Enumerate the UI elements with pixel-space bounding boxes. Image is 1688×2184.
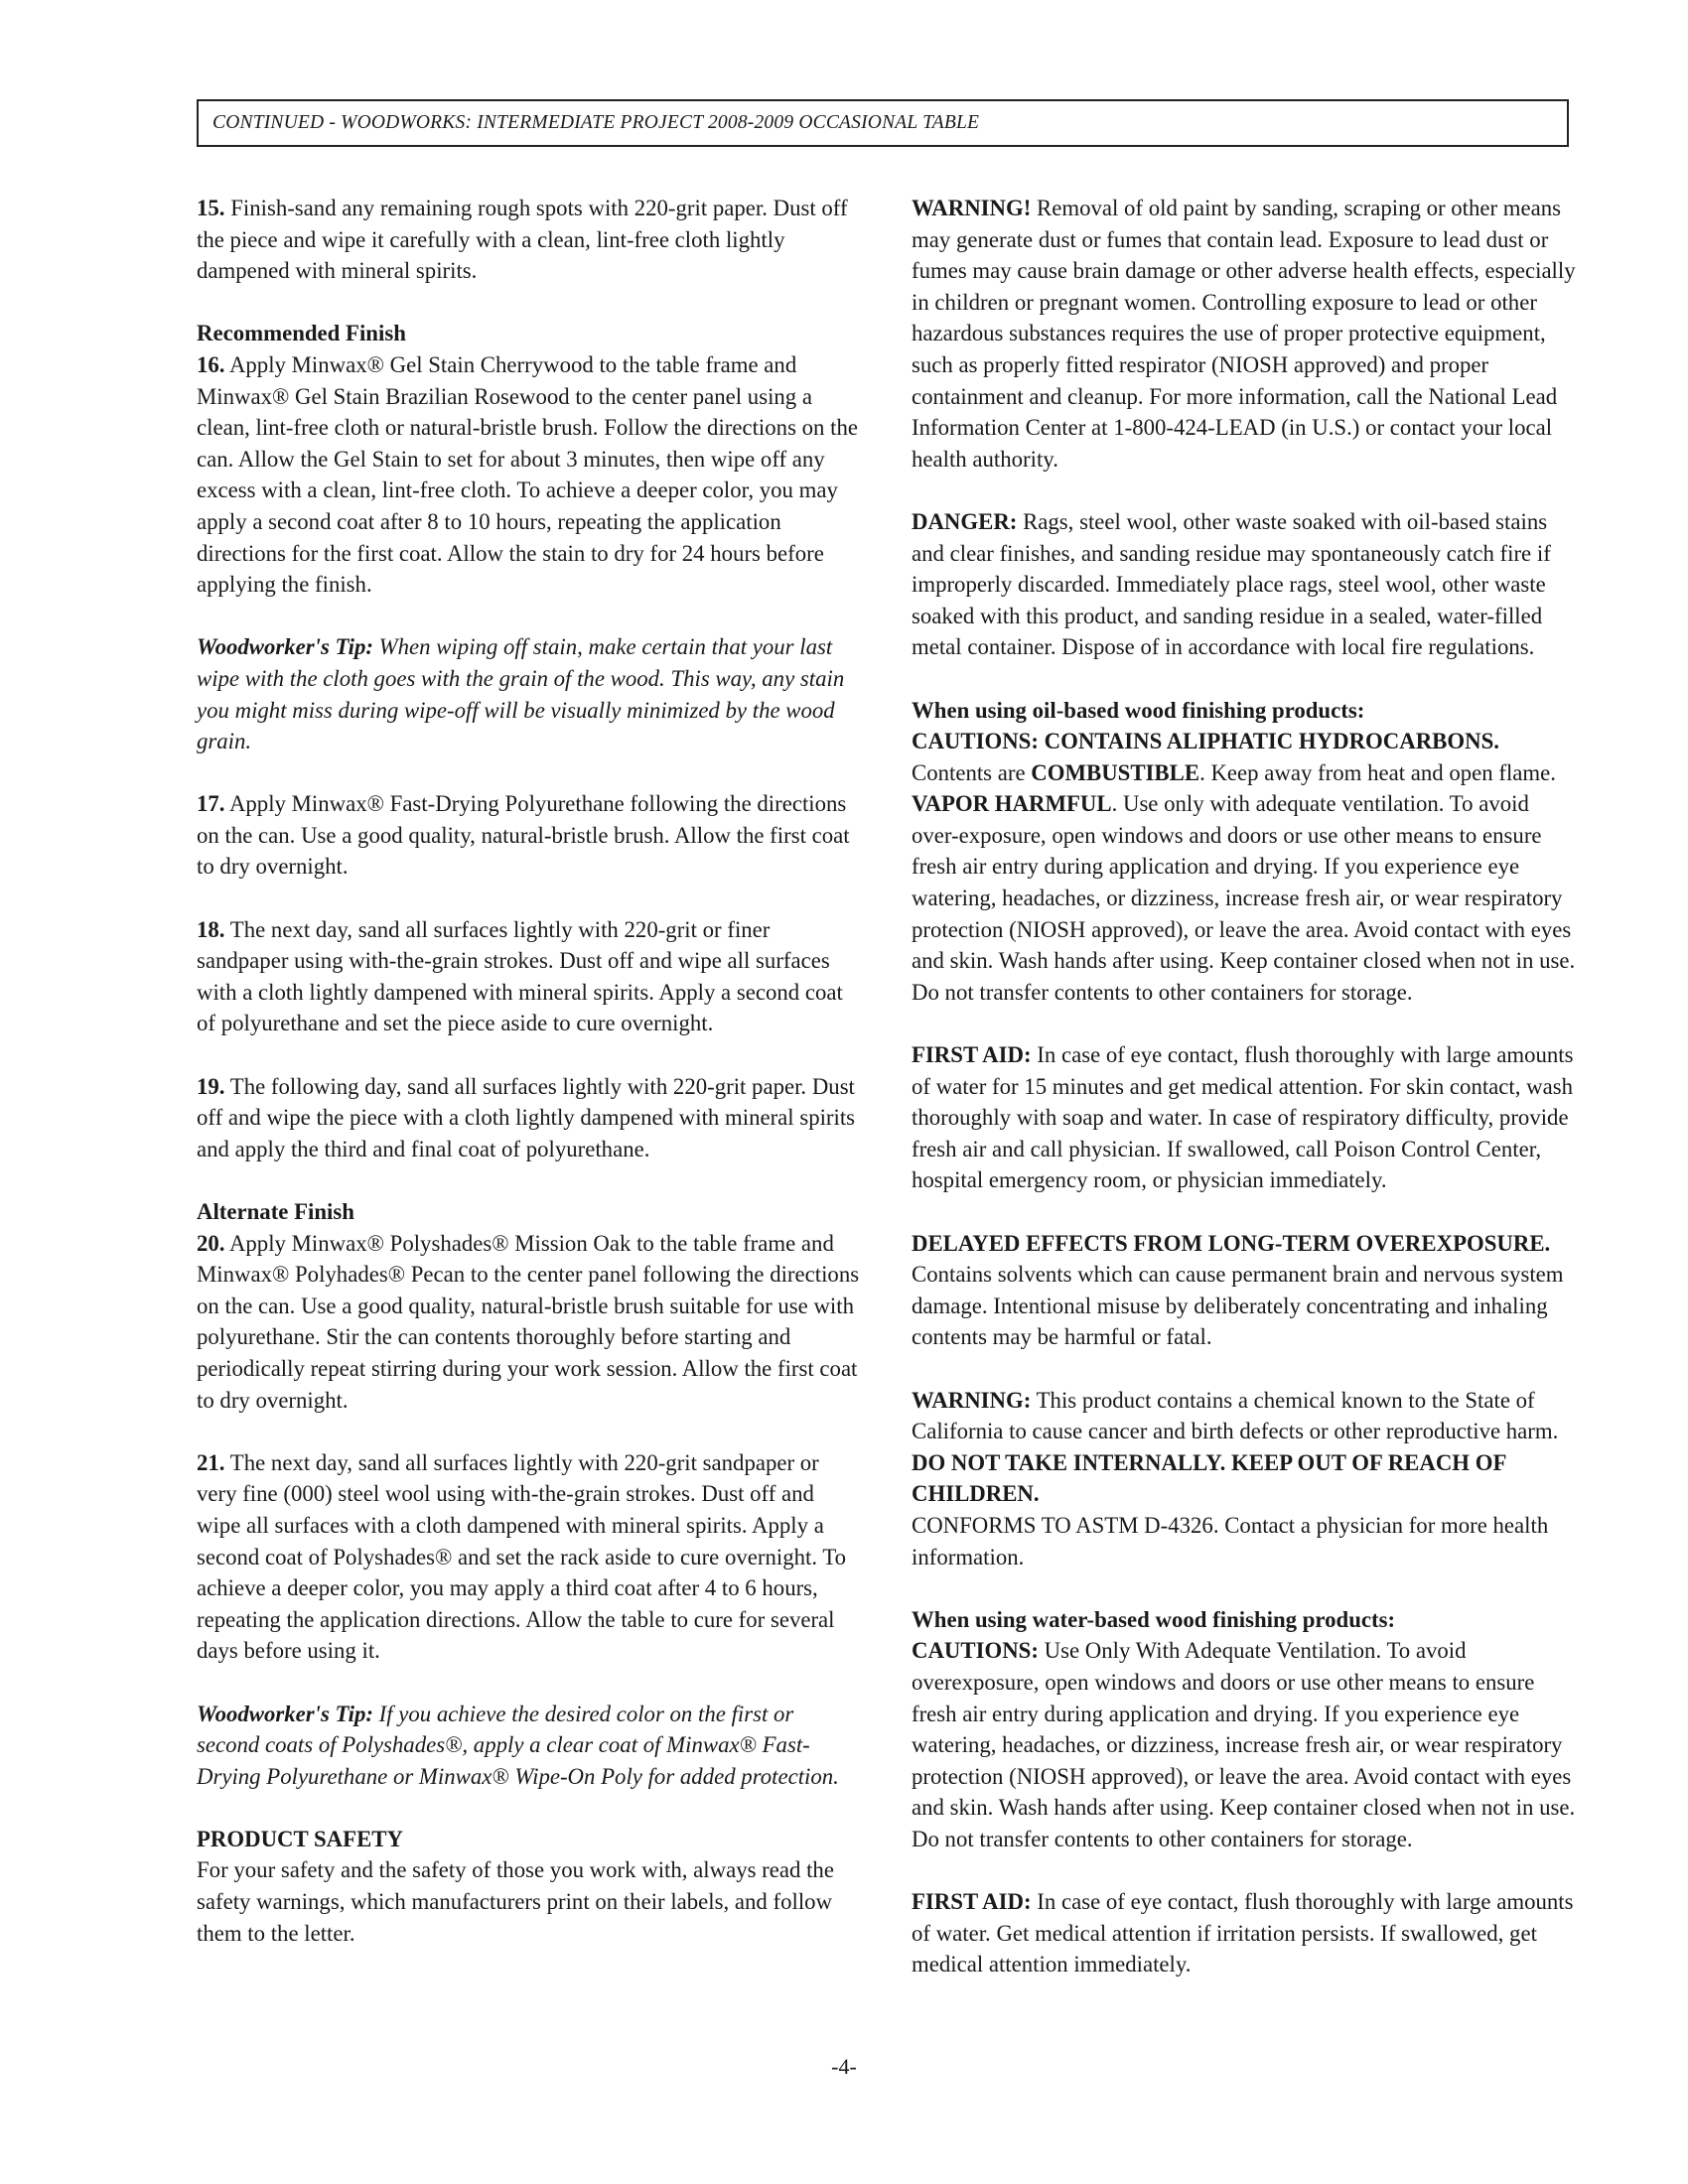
step-number: 16. xyxy=(197,351,225,377)
first-aid-text: In case of eye contact, flush thoroughly with large amounts of water for 15 minutes and get medical attention. For skin contact, wash thoroughly with soap and water. In case of respiratory difficulty, provide fresh air and call physician. If swallowed, call Poison Control Center, hospital emergency room, or physician immediately. xyxy=(912,1042,1574,1193)
california-warning xyxy=(912,1385,1577,1573)
section-text: For your safety and the safety of those you work with, always read the safety warnings, which manufacturers print on their labels, and follow them to the letter. xyxy=(197,1857,834,1946)
page-number: -4- xyxy=(831,2054,857,2079)
danger-notice xyxy=(912,506,1577,663)
section-heading: Recommended Finish xyxy=(197,321,406,346)
first-aid-oil xyxy=(912,1039,1577,1196)
warning-label: WARNING! xyxy=(912,196,1032,220)
woodworkers-tip-2 xyxy=(197,1699,862,1793)
woodworkers-tip-1 xyxy=(197,631,862,756)
tip-text: When wiping off stain, make certain that your last wipe with the cloth goes with the grain of the wood. This way, any stain you might miss during wipe-off will be visually minimized by the wood grain. xyxy=(197,634,845,754)
conforms-text: CONFORMS TO ASTM D-4326. Contact a physician for more health information. xyxy=(912,1512,1549,1570)
first-aid-label: FIRST AID: xyxy=(912,1889,1032,1915)
step-text: The next day, sand all surfaces lightly with 220-grit or finer sandpaper using with-the-grain strokes. Dust off and wipe all surfaces with a cloth lightly dampened with mineral spirits. Apply a second coat of polyurethane and set the piece aside to cure overnight. xyxy=(197,916,843,1036)
step-15 xyxy=(197,193,862,287)
step-18 xyxy=(197,914,862,1039)
right-column xyxy=(912,193,1577,2011)
step-text: The following day, sand all surfaces lightly with 220-grit paper. Dust off and wipe the piece with a cloth lightly dampened with mineral spirits and apply the third and final coat of polyurethane. xyxy=(197,1073,856,1161)
warning-label: WARNING: xyxy=(912,1387,1032,1413)
section-text: Contains solvents which can cause permanent brain and nervous system damage. Intentional misuse by deliberately concentrating and inhaling contents may be harmful or fatal. xyxy=(912,1262,1564,1350)
first-aid-water xyxy=(912,1886,1577,1980)
tip-text: If you achieve the desired color on the first or second coats of Polyshades®, apply a clear coat of Minwax® Fast-Drying Polyurethane or Minwax® Wipe-On Poly for added protection. xyxy=(197,1701,839,1789)
running-header xyxy=(197,99,1569,147)
left-column xyxy=(197,193,862,1980)
tip-label: Woodworker's Tip: xyxy=(197,1701,373,1726)
section-heading: DELAYED EFFECTS FROM LONG-TERM OVEREXPOSURE. xyxy=(912,1230,1551,1256)
keep-out-of-reach: DO NOT TAKE INTERNALLY. KEEP OUT OF REACH OF CHILDREN. xyxy=(912,1449,1506,1507)
recommended-finish-section xyxy=(197,318,862,600)
warning-text: This product contains a chemical known to the State of California to cause cancer and birth defects or other reproductive harm. xyxy=(912,1387,1559,1444)
step-number: 17. xyxy=(197,791,225,817)
section-heading: PRODUCT SAFETY xyxy=(197,1826,403,1851)
header-title: CONTINUED - WOODWORKS: INTERMEDIATE PROJECT 2008-2009 OCCASIONAL TABLE xyxy=(212,112,980,133)
delayed-effects-section xyxy=(912,1228,1577,1353)
first-aid-text: In case of eye contact, flush thoroughly with large amounts of water. Get medical attention if irritation persists. If swallowed, get medical attention immediately. xyxy=(912,1889,1574,1978)
lead-warning xyxy=(912,193,1577,475)
water-based-section xyxy=(912,1604,1577,1855)
step-number: 21. xyxy=(197,1449,225,1475)
section-heading: When using water-based wood finishing products: xyxy=(912,1606,1396,1632)
text-run: . Keep away from heat and open flame. xyxy=(1199,759,1556,785)
first-aid-label: FIRST AID: xyxy=(912,1042,1032,1068)
step-text: Apply Minwax® Fast-Drying Polyurethane following the directions on the can. Use a good quality, natural-bristle brush. Allow the first coat to dry overnight. xyxy=(197,791,850,880)
section-heading: When using oil-based wood finishing products: xyxy=(912,697,1365,723)
vapor-harmful-label: VAPOR HARMFUL xyxy=(912,791,1112,817)
danger-label: DANGER: xyxy=(912,508,1018,534)
alternate-finish-section xyxy=(197,1196,862,1416)
step-21 xyxy=(197,1447,862,1667)
step-text: The next day, sand all surfaces lightly with 220-grit sandpaper or very fine (000) steel wool using with-the-grain strokes. Dust off and wipe all surfaces with a cloth dampened with mineral spirits. Apply a second coat of Polyshades® and set the rack aside to cure overnight. To achieve a deeper color, you may apply a third coat after 4 to 6 hours, repeating the application directions. Allow the table to cure for several days before using it. xyxy=(197,1449,847,1664)
step-number: 19. xyxy=(197,1073,225,1099)
step-19 xyxy=(197,1071,862,1165)
warning-text: Removal of old paint by sanding, scraping or other means may generate dust or fumes that contain lead. Exposure to lead dust or fumes may cause brain damage or other adverse health effects, especially in children or pregnant women. Controlling exposure to lead or other hazardous substances requires the use of proper protective equipment, such as properly fitted respirator (NIOSH approved) and proper containment and cleanup. For more information, call the National Lead Information Center at 1-800-424-LEAD (in U.S.) or contact your local health authority. xyxy=(912,196,1576,472)
step-number: 18. xyxy=(197,916,225,942)
step-number: 15. xyxy=(197,196,225,220)
step-text: Finish-sand any remaining rough spots with 220-grit paper. Dust off the piece and wipe it carefully with a clean, lint-free cloth lightly dampened with mineral spirits. xyxy=(197,196,848,284)
oil-based-section xyxy=(912,695,1577,1009)
step-text: Apply Minwax® Gel Stain Cherrywood to the table frame and Minwax® Gel Stain Brazilian Rosewood to the center panel using a clean, lint-free cloth or natural-bristle brush. Follow the directions on the can. Allow the Gel Stain to set for about 3 minutes, then wipe off any excess with a clean, lint-free cloth. To achieve a deeper color, you may apply a second coat after 8 to 10 hours, repeating the application directions for the first coat. Allow the stain to dry for 24 hours before applying the finish. xyxy=(197,351,858,598)
step-number: 20. xyxy=(197,1230,225,1256)
text-run: Contents are xyxy=(912,759,1032,785)
tip-label: Woodworker's Tip: xyxy=(197,634,373,660)
step-text: Apply Minwax® Polyshades® Mission Oak to the table frame and Minwax® Polyhades® Pecan to the center panel following the directions on the can. Use a good quality, natural-bristle brush suitable for use with polyurethane. Stir the can contents thoroughly before starting and periodically repeat stirring during your work session. Allow the first coat to dry overnight. xyxy=(197,1230,860,1413)
section-heading: Alternate Finish xyxy=(197,1199,354,1224)
product-safety-section xyxy=(197,1824,862,1949)
cautions-label: CAUTIONS: xyxy=(912,1638,1039,1664)
combustible-label: COMBUSTIBLE xyxy=(1031,759,1200,785)
danger-text: Rags, steel wool, other waste soaked with oil-based stains and clear finishes, and sanding residue may spontaneously catch fire if improperly discarded. Immediately place rags, steel wool, other waste soaked with this product, and sanding residue in a sealed, water-filled metal container. Dispose of in accordance with local fire regulations. xyxy=(912,508,1551,660)
cautions-text: Use Only With Adequate Ventilation. To avoid overexposure, open windows and doors or use other means to ensure fresh air entry during application and drying. If you experience eye watering, headaches, or dizziness, increase fresh air, or wear respiratory protection (NIOSH approved), or leave the area. Avoid contact with eyes and skin. Wash hands after using. Keep container closed when not in use. Do not transfer contents to other containers for storage. xyxy=(912,1638,1576,1851)
cautions-heading: CAUTIONS: CONTAINS ALIPHATIC HYDROCARBONS. xyxy=(912,729,1499,754)
step-17 xyxy=(197,788,862,883)
text-run: . Use only with adequate ventilation. To avoid over-exposure, open windows and doors or use other means to ensure fresh air entry during application and drying. If you experience eye watering, headaches, or dizziness, increase fresh air, or wear respiratory protection (NIOSH approved), or leave the area. Avoid contact with eyes and skin. Wash hands after using. Keep container closed when not in use. Do not transfer contents to other containers for storage. xyxy=(912,791,1576,1005)
